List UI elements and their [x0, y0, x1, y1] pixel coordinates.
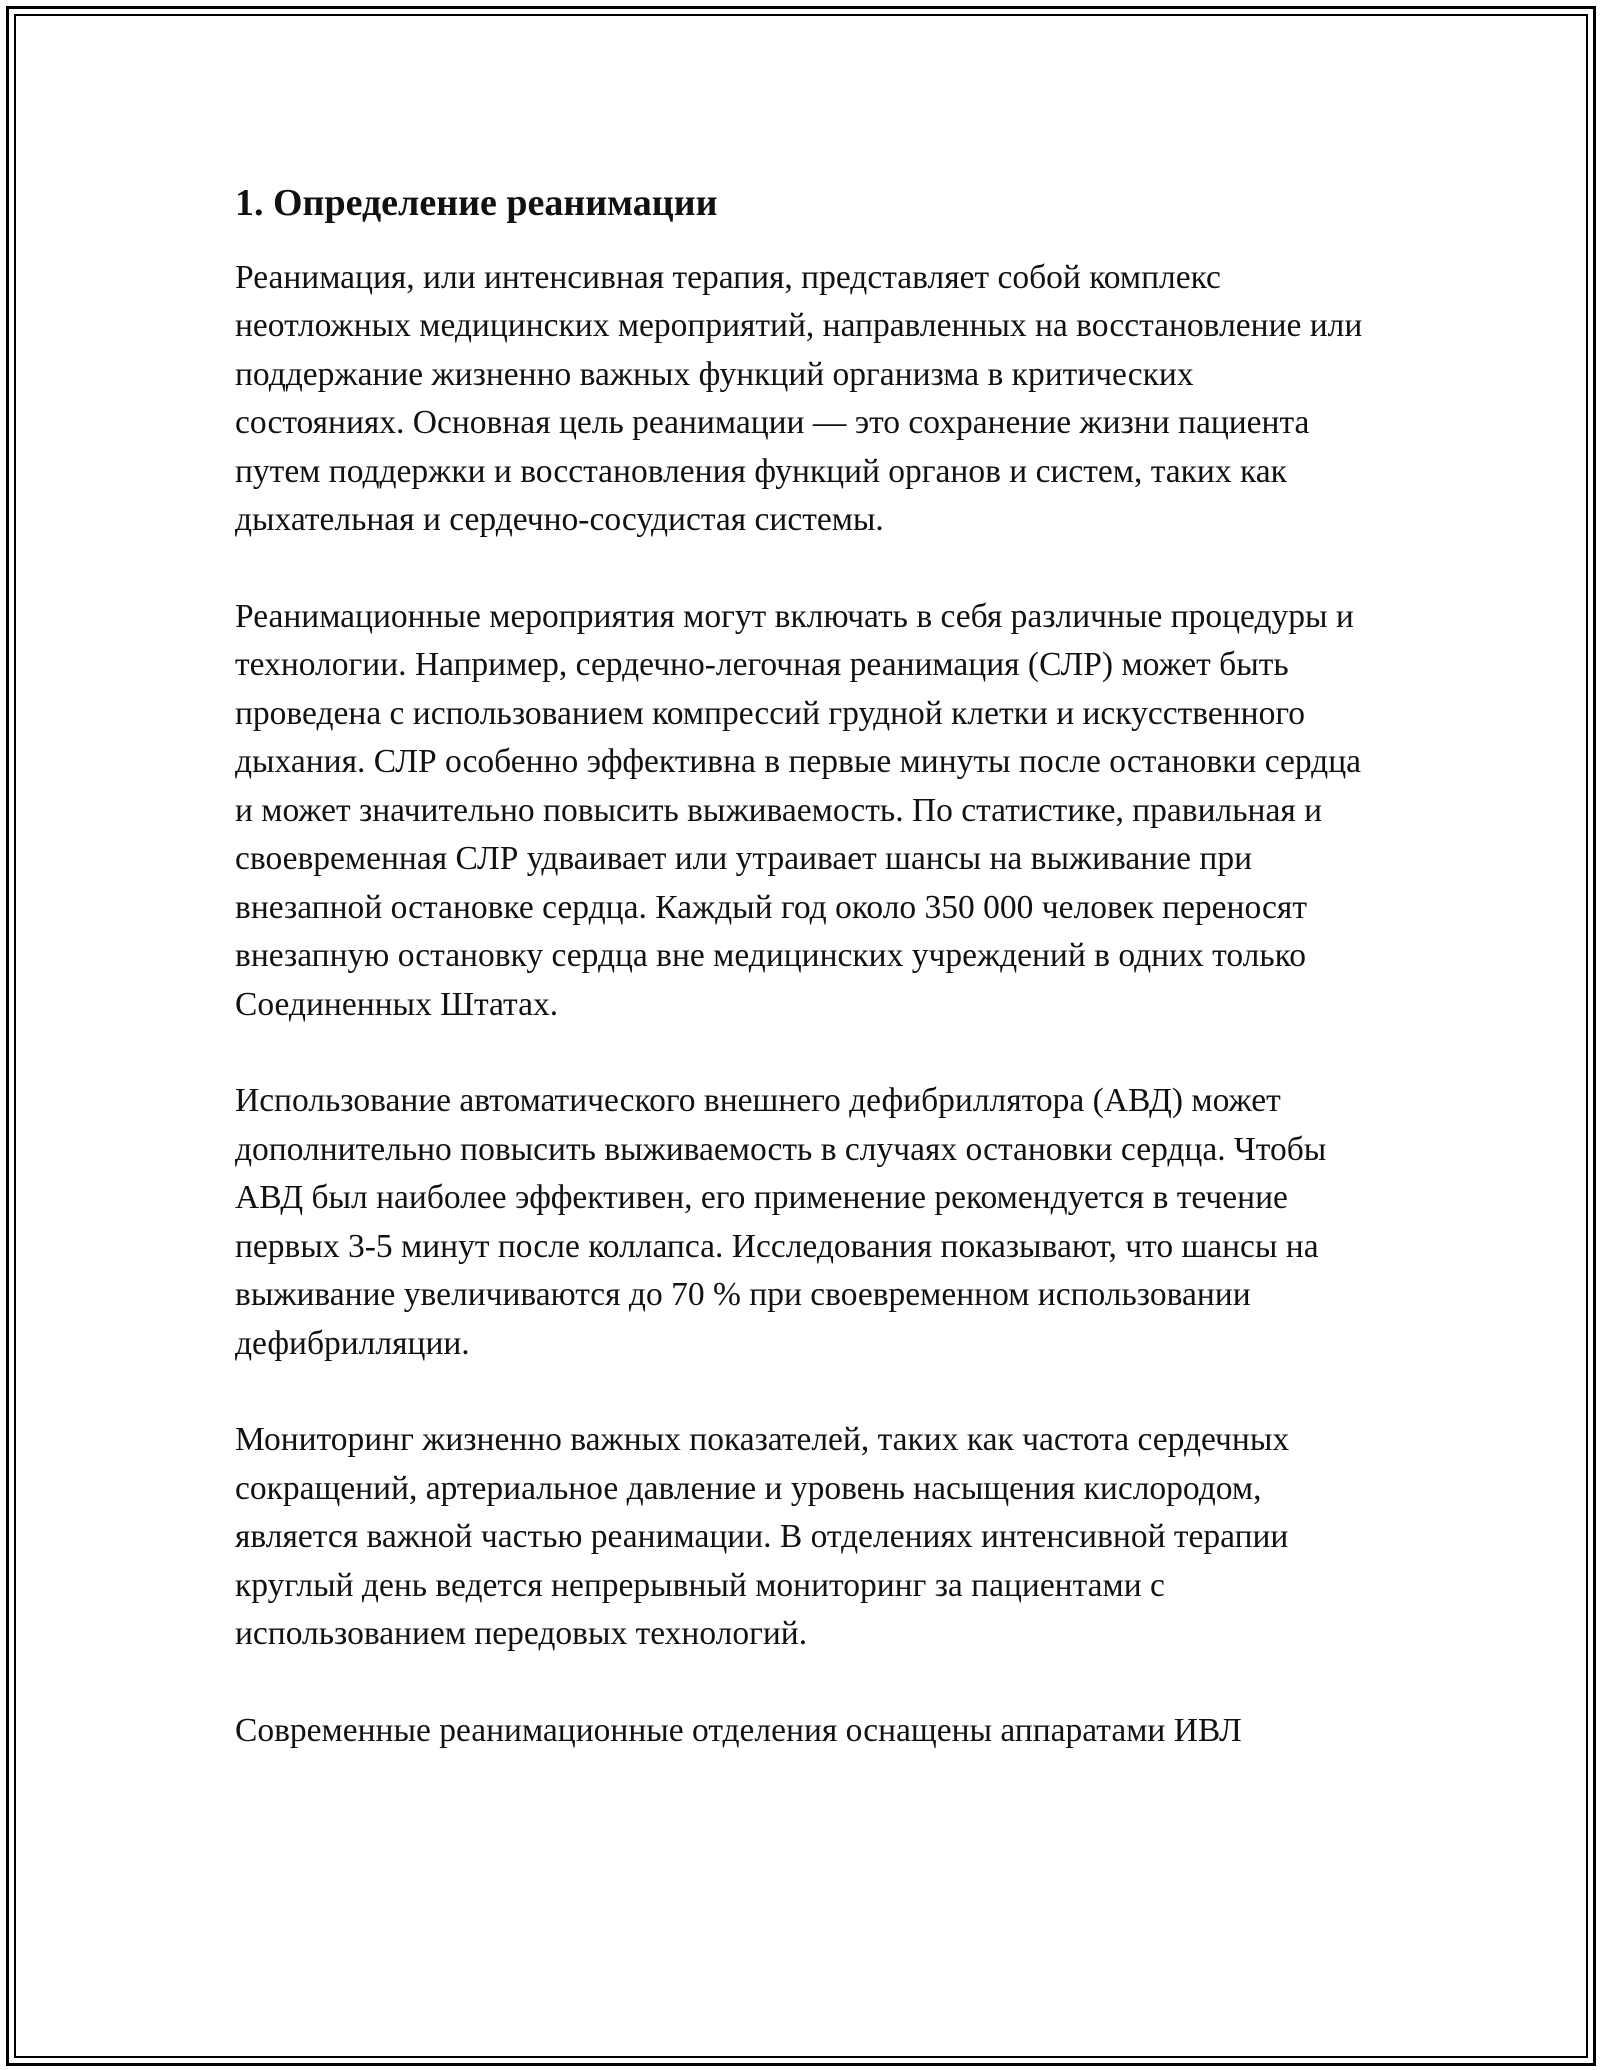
paragraph-monitoring: Мониторинг жизненно важных показателей, таких как частота сердечных сокращений, артериальное давление и уровень насыщения кислородом, является важной частью реанимации. В отделениях интенсивной терапии круглый день ведется непрерывный мониторинг за пациентами с использованием передовых технологий.	[235, 1421, 1290, 1652]
section-heading: 1. Определение реанимации	[235, 182, 718, 224]
paragraph-cpr: Реанимационные мероприятия могут включать в себя различные процедуры и технологии. Например, сердечно-легочная реанимация (СЛР) может быть проведена с использованием компрессий грудной клетки и искусственного дыхания. СЛР особенно эффективна в первые минуты после остановки сердца и может значительно повысить выживаемость. По статистике, правильная и своевременная СЛР удваивает или утраивает шансы на выживание при внезапной остановке сердца. Каждый год около 350 000 человек переносят внезапную остановку сердца вне медицинских учреждений в одних только Соединенных Штатах.	[235, 597, 1362, 1023]
paragraph-ventilation: Современные реанимационные отделения оснащены аппаратами ИВЛ	[235, 1711, 1242, 1749]
document-body	[235, 180, 1365, 1803]
paragraph-definition: Реанимация, или интенсивная терапия, представляет собой комплекс неотложных медицинских мероприятий, направленных на восстановление или поддержание жизненно важных функций организма в критических состояниях. Основная цель реанимации — это сохранение жизни пациента путем поддержки и восстановления функций органов и систем, таких как дыхательная и сердечно-сосудистая системы.	[235, 258, 1363, 538]
paragraph-aed: Использование автоматического внешнего дефибриллятора (АВД) может дополнительно повысить выживаемость в случаях остановки сердца. Чтобы АВД был наиболее эффективен, его применение рекомендуется в течение первых 3-5 минут после коллапса. Исследования показывают, что шансы на выживание увеличиваются до 70 % при своевременном использовании дефибрилляции.	[235, 1082, 1327, 1362]
